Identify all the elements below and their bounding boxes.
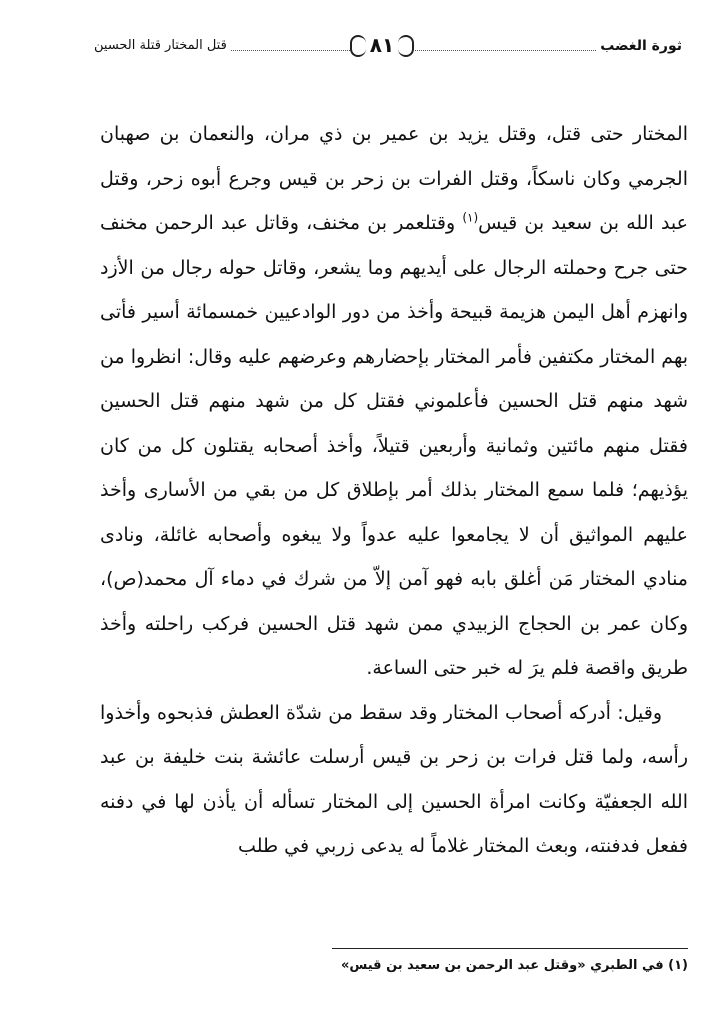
footnote-divider	[332, 948, 688, 949]
page-number: ٨١	[350, 30, 414, 60]
paragraph-text: المختار حتى قتل، وقتل يزيد بن عمير بن ذي مران، والنعمان بن صهبان الجرمي وكان ناسكاً، وقتل الفرات بن زحر بن قيس وجرع أبوه زحر، وقتل عبد الله بن سعيد بن قيس	[100, 123, 688, 234]
paragraph	[100, 112, 688, 691]
chapter-title: قتل المختار قتلة الحسين	[90, 38, 231, 53]
paragraph: وقيل: أدركه أصحاب المختار وقد سقط من شدّة العطش فذبحوه وأخذوا رأسه، ولما قتل فرات بن زحر بن قيس أرسلت عائشة بنت خليفة بن عبد الله الجعفيّة وكانت امرأة الحسين إلى المختار تسأله أن يأذن لها في دفنه ففعل فدفنته، وبعث المختار غلاماً له يدعى زربي في طلب	[100, 701, 688, 857]
book-title: ثورة الغضب	[596, 38, 686, 54]
paragraph-text: وقتلعمر بن مخنف، وقاتل عبد الرحمن مخنف حتى جرح وحملته الرجال على أيديهم وما يشعر، وقاتل حوله رجال من الأزد وانهزم أهل اليمن هزيمة قبيحة وأخذ من دور الوادعيين خمسمائة أسير فأتى بهم المختار مكتفين فأمر المختار بإحضارهم وعرضهم عليه وقال: انظروا من شهد منهم قتل الحسين فأعلموني فقتل كل من شهد منهم قتل الحسين فقتل منهم مائتين وثمانية وأربعين قتيلاً، وأخذ أصحابه يقتلون كل من كان يؤذيهم؛ فلما سمع المختار بذلك أمر بإطلاق كل من بقي من الأسارى وأخذ عليهم المواثيق أن لا يجامعوا عليه عدواً ولا يبغوه وأصحابه غائلة، ونادى منادي المختار مَن أغلق بابه فهو آمن إلاّ من شرك في دماء آل محمد(ص)، وكان عمر بن الحجاج الزبيدي ممن شهد قتل الحسين فركب راحلته وأخذ طريق واقصة فلم يرَ له خبر حتى الساعة.	[100, 212, 688, 679]
running-header	[90, 30, 686, 66]
main-text	[100, 112, 688, 869]
footnote-reference: (١)	[462, 210, 479, 225]
footnote: (١) في الطبري «وقتل عبد الرحمن بن سعيد بن قيس»	[340, 958, 688, 973]
